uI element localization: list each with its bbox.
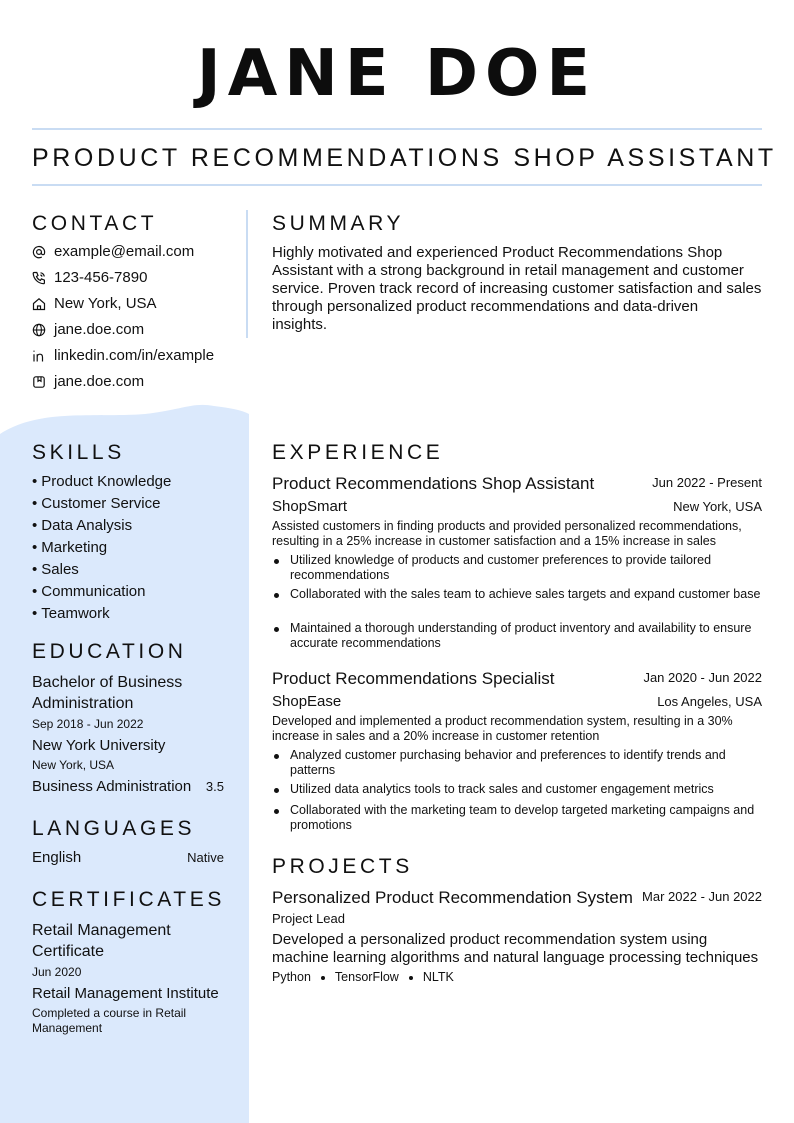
tech-tag: NLTK bbox=[422, 970, 454, 984]
certificates-heading: CERTIFICATES bbox=[32, 888, 225, 911]
job-title: PRODUCT RECOMMENDATIONS SHOP ASSISTANT bbox=[32, 144, 777, 172]
skills-heading: SKILLS bbox=[32, 441, 125, 464]
contact-phone[interactable] bbox=[32, 268, 147, 288]
job-location: New York, USA bbox=[673, 499, 762, 514]
candidate-name: JANE DOE bbox=[196, 37, 598, 111]
bookmark-icon bbox=[32, 375, 46, 389]
job-dates: Jan 2020 - Jun 2022 bbox=[643, 670, 762, 685]
projects-heading: PROJECTS bbox=[272, 855, 413, 878]
languages-heading: LANGUAGES bbox=[32, 817, 196, 840]
certificate-name: Retail Management bbox=[32, 922, 171, 939]
summary-line: Assistant with a strong background in retail management and customer bbox=[272, 262, 744, 279]
contact-heading: CONTACT bbox=[32, 212, 158, 235]
header-rule-bottom bbox=[32, 184, 762, 186]
linkedin-icon bbox=[32, 349, 46, 363]
home-icon bbox=[32, 297, 46, 311]
contact-website-text: jane.doe.com bbox=[54, 321, 145, 338]
education-location: New York, USA bbox=[32, 758, 115, 772]
education-dates: Sep 2018 - Jun 2022 bbox=[32, 717, 144, 731]
job-dates: Jun 2022 - Present bbox=[652, 475, 762, 490]
skill-item: • Teamwork bbox=[32, 604, 110, 624]
header-rule-top bbox=[32, 128, 762, 130]
job-description: increase in sales and a 20% increase in customer retention bbox=[272, 729, 600, 743]
phone-icon bbox=[32, 271, 46, 285]
at-icon bbox=[32, 245, 46, 259]
contact-location-text: New York, USA bbox=[54, 295, 157, 312]
column-divider bbox=[246, 210, 248, 338]
language-level: Native bbox=[187, 850, 224, 865]
job-bullet: Utilized knowledge of products and customer preferences to provide tailored recommendations bbox=[272, 553, 762, 583]
education-degree: Bachelor of Business bbox=[32, 674, 183, 691]
skill-item: • Product Knowledge bbox=[32, 472, 171, 492]
certificate-description: Management bbox=[32, 1021, 103, 1035]
job-location: Los Angeles, USA bbox=[657, 694, 762, 709]
summary-line: insights. bbox=[272, 316, 328, 333]
job-description: Assisted customers in finding products and provided personalized recommendations, bbox=[272, 519, 742, 533]
certificate-name: Certificate bbox=[32, 943, 105, 960]
job-role: Product Recommendations Shop Assistant bbox=[272, 474, 595, 493]
separator-dot bbox=[321, 976, 325, 980]
certificate-description: Completed a course in Retail bbox=[32, 1006, 187, 1020]
experience-heading: EXPERIENCE bbox=[272, 441, 444, 464]
contact-linkedin-text: linkedin.com/in/example bbox=[54, 347, 215, 364]
job-bullet: Maintained a thorough understanding of product inventory and availability to ensure accurate recommendations bbox=[272, 621, 762, 651]
education-gpa: 3.5 bbox=[205, 779, 224, 794]
certificate-date: Jun 2020 bbox=[32, 965, 82, 979]
skill-item: • Customer Service bbox=[32, 494, 160, 514]
project-role: Project Lead bbox=[272, 911, 345, 926]
contact-email-text: example@email.com bbox=[54, 243, 195, 260]
skill-item: • Marketing bbox=[32, 538, 107, 558]
job-bullet: Utilized data analytics tools to track sales and customer engagement metrics bbox=[272, 782, 762, 797]
tech-tag: Python bbox=[272, 970, 311, 984]
summary-line: Highly motivated and experienced Product Recommendations Shop bbox=[272, 244, 723, 261]
job-company: ShopSmart bbox=[272, 498, 348, 515]
job-bullet: Collaborated with the sales team to achieve sales targets and expand customer base bbox=[272, 587, 762, 602]
job-role: Product Recommendations Specialist bbox=[272, 669, 555, 688]
job-bullet: Collaborated with the marketing team to develop targeted marketing campaigns and promotions bbox=[272, 803, 762, 833]
contact-portfolio-text: jane.doe.com bbox=[54, 373, 145, 390]
education-school: New York University bbox=[32, 737, 166, 754]
contact-location bbox=[32, 294, 157, 314]
summary-line: service. Proven track record of increasing customer satisfaction and sales bbox=[272, 280, 762, 297]
language-name: English bbox=[32, 849, 82, 866]
tech-tag: TensorFlow bbox=[334, 970, 399, 984]
contact-phone-text: 123-456-7890 bbox=[54, 269, 148, 286]
job-description: Developed and implemented a product recommendation system, resulting in a 30% bbox=[272, 714, 733, 728]
globe-icon bbox=[32, 323, 46, 337]
skill-item: • Sales bbox=[32, 560, 79, 580]
skill-item: • Data Analysis bbox=[32, 516, 132, 536]
education-degree: Administration bbox=[32, 695, 134, 712]
certificate-issuer: Retail Management Institute bbox=[32, 985, 219, 1002]
education-heading: EDUCATION bbox=[32, 640, 187, 663]
education-field: Business Administration bbox=[32, 778, 192, 795]
contact-email[interactable] bbox=[32, 242, 194, 262]
job-description: resulting in a 25% increase in customer satisfaction and a 15% increase in sales bbox=[272, 534, 716, 548]
contact-website[interactable] bbox=[32, 320, 144, 340]
job-bullet: Analyzed customer purchasing behavior and preferences to identify trends and patterns bbox=[272, 748, 762, 778]
summary-heading: SUMMARY bbox=[272, 212, 405, 235]
separator-dot bbox=[409, 976, 413, 980]
summary-line: through personalized product recommendations and data-driven bbox=[272, 298, 699, 315]
contact-linkedin[interactable] bbox=[32, 346, 214, 366]
project-tech-list bbox=[272, 970, 454, 985]
project-description: Developed a personalized product recommendation system using bbox=[272, 931, 708, 948]
project-dates: Mar 2022 - Jun 2022 bbox=[642, 889, 762, 904]
contact-portfolio[interactable] bbox=[32, 372, 144, 392]
skill-item: • Communication bbox=[32, 582, 145, 602]
job-company: ShopEase bbox=[272, 693, 342, 710]
project-description: machine learning algorithms and natural language processing techniques bbox=[272, 949, 759, 966]
project-name: Personalized Product Recommendation System bbox=[272, 888, 633, 907]
